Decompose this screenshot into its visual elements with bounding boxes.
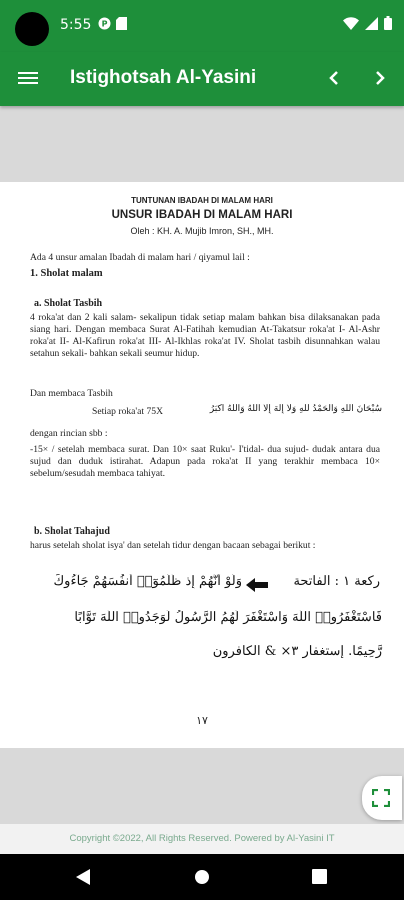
arabic-line2: فَاسْتَغْفَرُوا۟ اللَّهَ وَاسْتَغْفَرَ لَهُمُ الرَّسُولُ لَوَجَدُوا۟ اللَّهَ تَوَّابًا [74, 610, 382, 625]
arabic-line1-left: وَلَوْ أَنَّهُمْ إِذ ظَّلَمُوٓا۟ أَنفُسَهُمْ جَآءُوكَ [53, 574, 242, 589]
notification-icons [98, 17, 127, 30]
chevron-right-icon[interactable] [368, 66, 392, 90]
status-time: 5:55 [60, 17, 92, 33]
subsection-b-title: b. Sholat Tahajud [34, 526, 110, 537]
subsection-a-title: a. Sholat Tasbih [34, 298, 103, 309]
notification-p-icon [98, 17, 111, 30]
section-title: 1. Sholat malam [30, 268, 103, 279]
home-icon[interactable] [194, 869, 210, 885]
subsection-a-read: Dan membaca Tasbih [30, 388, 113, 399]
fullscreen-button[interactable] [362, 776, 402, 820]
page-number: ١٧ [196, 714, 208, 727]
heading-big: UNSUR IBADAH DI MALAM HARI [111, 209, 293, 221]
arrow-left-icon [246, 578, 268, 592]
camera-cutout [15, 12, 49, 46]
app-bar [0, 52, 404, 106]
recents-icon[interactable] [312, 869, 327, 884]
sd-card-icon [116, 17, 127, 30]
wifi-icon [343, 17, 359, 30]
system-icons [343, 16, 392, 30]
intro-text: Ada 4 unsur amalan Ibadah di malam hari / qiyamul lail : [30, 252, 250, 263]
document-page [0, 182, 404, 748]
chevron-left-icon[interactable] [322, 66, 346, 90]
tasbih-label: Setiap roka'at 75X [92, 406, 163, 417]
subsection-a-body: 4 roka'at dan 2 kali salam- sekalipun tidak setiap malam bahkan bisa dilaksanakan pada siang hari. Dengan membaca Surat Al-Fatihah kemudian At-Takatsur roka'at I- Al-Ashr roka'at II- Al-Kafirun roka'at III- Al-Ikhlas roka'at IV. Sholat tasbih disunnahkan walau setahun sekali- bahkan sekali seumur hidup. [30, 312, 380, 359]
status-bar [0, 0, 404, 52]
arabic-line1-right: ركعة ١ : الفاتحة [293, 574, 380, 589]
footer-copyright: Copyright ©2022, All Rights Reserved. Powered by Al-Yasini IT [0, 824, 404, 854]
arabic-line3: رَّحِيمًا. إستغفار ٣× & الكافرون [212, 644, 382, 659]
hamburger-icon[interactable] [18, 69, 38, 89]
system-navigation-bar [0, 854, 404, 900]
back-icon[interactable] [76, 869, 90, 885]
detail-label: dengan rincian sbb : [30, 428, 108, 439]
subsection-b-body: harus setelah sholat isya' dan setelah tidur dengan bacaan sebagai berikut : [30, 540, 316, 551]
detail-body: -15× / setelah membaca surat. Dan 10× saat Ruku'- I'tidal- dua sujud- dudak antara dua sujud dan duduk istirahat. Adapun pada roka'at II yang terakhir membaca 10× sebelum/sesudah membaca tahiyat. [30, 444, 380, 479]
svg-text:P: P [101, 19, 108, 29]
signal-icon [365, 17, 378, 30]
battery-icon [384, 16, 392, 30]
author-line: Oleh : KH. A. Mujib Imron, SH., MH. [130, 226, 274, 236]
heading-small: TUNTUNAN IBADAH DI MALAM HARI [131, 196, 273, 205]
fullscreen-icon [372, 789, 390, 807]
app-title: Istighotsah Al-Yasini [70, 67, 257, 88]
tasbih-arabic: سُبْحَانَ اللهِ وَالْحَمْدُ للهِ وَلاَ إِلَهَ إِلاَّ اللهُ وَاللهُ أَكْبَرُ [209, 404, 382, 414]
